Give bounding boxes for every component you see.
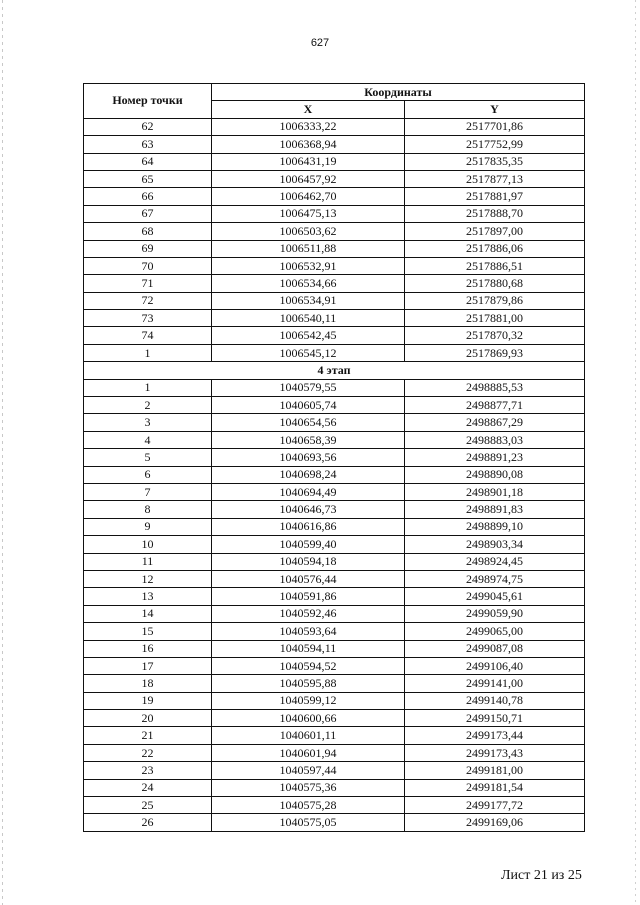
point-number-cell: 1 <box>84 379 212 396</box>
point-number-cell: 63 <box>84 136 212 153</box>
point-number-cell: 67 <box>84 205 212 222</box>
y-coordinate-cell: 2499181,00 <box>405 762 585 779</box>
table-row <box>84 205 585 222</box>
y-coordinate-cell: 2499045,61 <box>405 588 585 605</box>
page-number: 627 <box>310 37 330 49</box>
table-row <box>84 257 585 274</box>
table-row <box>84 727 585 744</box>
point-number-cell: 20 <box>84 710 212 727</box>
header-y: Y <box>405 101 585 118</box>
y-coordinate-cell: 2499087,08 <box>405 640 585 657</box>
y-coordinate-cell: 2499181,54 <box>405 779 585 796</box>
point-number-cell: 66 <box>84 188 212 205</box>
point-number-cell: 26 <box>84 814 212 831</box>
table-row <box>84 657 585 674</box>
table-row <box>84 275 585 292</box>
table-row <box>84 449 585 466</box>
table-row <box>84 223 585 240</box>
scan-edge-right <box>635 0 636 905</box>
x-coordinate-cell: 1040693,56 <box>212 449 405 466</box>
y-coordinate-cell: 2499141,00 <box>405 675 585 692</box>
table-row <box>84 327 585 344</box>
y-coordinate-cell: 2517870,32 <box>405 327 585 344</box>
scan-edge-left <box>2 0 3 905</box>
table-row <box>84 536 585 553</box>
x-coordinate-cell: 1006545,12 <box>212 344 405 361</box>
y-coordinate-cell: 2499106,40 <box>405 657 585 674</box>
point-number-cell: 71 <box>84 275 212 292</box>
table-row <box>84 518 585 535</box>
y-coordinate-cell: 2517897,00 <box>405 223 585 240</box>
x-coordinate-cell: 1006462,70 <box>212 188 405 205</box>
y-coordinate-cell: 2498903,34 <box>405 536 585 553</box>
point-number-cell: 17 <box>84 657 212 674</box>
y-coordinate-cell: 2498877,71 <box>405 397 585 414</box>
point-number-cell: 3 <box>84 414 212 431</box>
y-coordinate-cell: 2517869,93 <box>405 344 585 361</box>
x-coordinate-cell: 1040698,24 <box>212 466 405 483</box>
y-coordinate-cell: 2517888,70 <box>405 205 585 222</box>
y-coordinate-cell: 2499140,78 <box>405 692 585 709</box>
y-coordinate-cell: 2517701,86 <box>405 118 585 135</box>
x-coordinate-cell: 1040593,64 <box>212 623 405 640</box>
point-number-cell: 24 <box>84 779 212 796</box>
table-row <box>84 414 585 431</box>
x-coordinate-cell: 1040592,46 <box>212 605 405 622</box>
point-number-cell: 10 <box>84 536 212 553</box>
x-coordinate-cell: 1040591,86 <box>212 588 405 605</box>
y-coordinate-cell: 2517880,68 <box>405 275 585 292</box>
table-row <box>84 344 585 361</box>
y-coordinate-cell: 2517879,86 <box>405 292 585 309</box>
table-row <box>84 640 585 657</box>
x-coordinate-cell: 1006511,88 <box>212 240 405 257</box>
x-coordinate-cell: 1040599,40 <box>212 536 405 553</box>
y-coordinate-cell: 2517752,99 <box>405 136 585 153</box>
x-coordinate-cell: 1006475,13 <box>212 205 405 222</box>
y-coordinate-cell: 2517881,97 <box>405 188 585 205</box>
y-coordinate-cell: 2499173,44 <box>405 727 585 744</box>
x-coordinate-cell: 1006457,92 <box>212 170 405 187</box>
table-row <box>84 466 585 483</box>
x-coordinate-cell: 1040575,05 <box>212 814 405 831</box>
y-coordinate-cell: 2517881,00 <box>405 310 585 327</box>
x-coordinate-cell: 1040601,94 <box>212 744 405 761</box>
header-x: X <box>212 101 405 118</box>
y-coordinate-cell: 2498899,10 <box>405 518 585 535</box>
point-number-cell: 23 <box>84 762 212 779</box>
x-coordinate-cell: 1040575,36 <box>212 779 405 796</box>
y-coordinate-cell: 2498901,18 <box>405 483 585 500</box>
point-number-cell: 14 <box>84 605 212 622</box>
table-row <box>84 623 585 640</box>
point-number-cell: 7 <box>84 483 212 500</box>
coordinates-table <box>83 83 585 832</box>
x-coordinate-cell: 1040576,44 <box>212 570 405 587</box>
point-number-cell: 73 <box>84 310 212 327</box>
table-row <box>84 397 585 414</box>
point-number-cell: 15 <box>84 623 212 640</box>
y-coordinate-cell: 2498890,08 <box>405 466 585 483</box>
x-coordinate-cell: 1006534,66 <box>212 275 405 292</box>
point-number-cell: 68 <box>84 223 212 240</box>
y-coordinate-cell: 2498867,29 <box>405 414 585 431</box>
x-coordinate-cell: 1040599,12 <box>212 692 405 709</box>
point-number-cell: 70 <box>84 257 212 274</box>
y-coordinate-cell: 2498924,45 <box>405 553 585 570</box>
x-coordinate-cell: 1006534,91 <box>212 292 405 309</box>
point-number-cell: 12 <box>84 570 212 587</box>
point-number-cell: 65 <box>84 170 212 187</box>
y-coordinate-cell: 2517886,06 <box>405 240 585 257</box>
table-row <box>84 431 585 448</box>
x-coordinate-cell: 1040694,49 <box>212 483 405 500</box>
y-coordinate-cell: 2498891,83 <box>405 501 585 518</box>
point-number-cell: 25 <box>84 797 212 814</box>
table-row <box>84 779 585 796</box>
y-coordinate-cell: 2499059,90 <box>405 605 585 622</box>
x-coordinate-cell: 1006503,62 <box>212 223 405 240</box>
point-number-cell: 1 <box>84 344 212 361</box>
y-coordinate-cell: 2499065,00 <box>405 623 585 640</box>
point-number-cell: 64 <box>84 153 212 170</box>
point-number-cell: 19 <box>84 692 212 709</box>
x-coordinate-cell: 1040575,28 <box>212 797 405 814</box>
x-coordinate-cell: 1006542,45 <box>212 327 405 344</box>
x-coordinate-cell: 1040658,39 <box>212 431 405 448</box>
table-row <box>84 797 585 814</box>
table-row <box>84 153 585 170</box>
table-row <box>84 675 585 692</box>
table-row <box>84 588 585 605</box>
table-row <box>84 605 585 622</box>
y-coordinate-cell: 2517877,13 <box>405 170 585 187</box>
x-coordinate-cell: 1040654,56 <box>212 414 405 431</box>
y-coordinate-cell: 2499150,71 <box>405 710 585 727</box>
header-point-number: Номер точки <box>84 84 212 119</box>
header-coordinates: Координаты <box>212 84 585 101</box>
table-row <box>84 692 585 709</box>
y-coordinate-cell: 2499169,06 <box>405 814 585 831</box>
table-row <box>84 136 585 153</box>
x-coordinate-cell: 1006333,22 <box>212 118 405 135</box>
x-coordinate-cell: 1006368,94 <box>212 136 405 153</box>
x-coordinate-cell: 1040579,55 <box>212 379 405 396</box>
y-coordinate-cell: 2517886,51 <box>405 257 585 274</box>
x-coordinate-cell: 1040616,86 <box>212 518 405 535</box>
point-number-cell: 74 <box>84 327 212 344</box>
table-row <box>84 501 585 518</box>
point-number-cell: 11 <box>84 553 212 570</box>
x-coordinate-cell: 1040605,74 <box>212 397 405 414</box>
table-row <box>84 710 585 727</box>
x-coordinate-cell: 1006540,11 <box>212 310 405 327</box>
x-coordinate-cell: 1040600,66 <box>212 710 405 727</box>
point-number-cell: 21 <box>84 727 212 744</box>
point-number-cell: 2 <box>84 397 212 414</box>
point-number-cell: 18 <box>84 675 212 692</box>
table-row <box>84 379 585 396</box>
point-number-cell: 6 <box>84 466 212 483</box>
stage-label: 4 этап <box>84 362 585 379</box>
table-row <box>84 292 585 309</box>
point-number-cell: 8 <box>84 501 212 518</box>
table-row <box>84 240 585 257</box>
table-row <box>84 744 585 761</box>
x-coordinate-cell: 1040597,44 <box>212 762 405 779</box>
point-number-cell: 69 <box>84 240 212 257</box>
table-row <box>84 762 585 779</box>
y-coordinate-cell: 2498891,23 <box>405 449 585 466</box>
point-number-cell: 16 <box>84 640 212 657</box>
x-coordinate-cell: 1006431,19 <box>212 153 405 170</box>
table-row <box>84 310 585 327</box>
x-coordinate-cell: 1040594,18 <box>212 553 405 570</box>
point-number-cell: 9 <box>84 518 212 535</box>
table-body <box>84 118 585 831</box>
x-coordinate-cell: 1040595,88 <box>212 675 405 692</box>
point-number-cell: 62 <box>84 118 212 135</box>
x-coordinate-cell: 1006532,91 <box>212 257 405 274</box>
point-number-cell: 13 <box>84 588 212 605</box>
point-number-cell: 4 <box>84 431 212 448</box>
table-row <box>84 118 585 135</box>
x-coordinate-cell: 1040646,73 <box>212 501 405 518</box>
y-coordinate-cell: 2498885,53 <box>405 379 585 396</box>
sheet-footer: Лист 21 из 25 <box>501 868 582 883</box>
table-row <box>84 170 585 187</box>
stage-row <box>84 362 585 379</box>
table-row <box>84 553 585 570</box>
table-header-row <box>84 84 585 101</box>
y-coordinate-cell: 2499173,43 <box>405 744 585 761</box>
y-coordinate-cell: 2499177,72 <box>405 797 585 814</box>
table-row <box>84 814 585 831</box>
table-row <box>84 188 585 205</box>
table-row <box>84 570 585 587</box>
point-number-cell: 5 <box>84 449 212 466</box>
x-coordinate-cell: 1040594,52 <box>212 657 405 674</box>
y-coordinate-cell: 2498883,03 <box>405 431 585 448</box>
point-number-cell: 72 <box>84 292 212 309</box>
x-coordinate-cell: 1040601,11 <box>212 727 405 744</box>
point-number-cell: 22 <box>84 744 212 761</box>
y-coordinate-cell: 2517835,35 <box>405 153 585 170</box>
y-coordinate-cell: 2498974,75 <box>405 570 585 587</box>
table-row <box>84 483 585 500</box>
x-coordinate-cell: 1040594,11 <box>212 640 405 657</box>
